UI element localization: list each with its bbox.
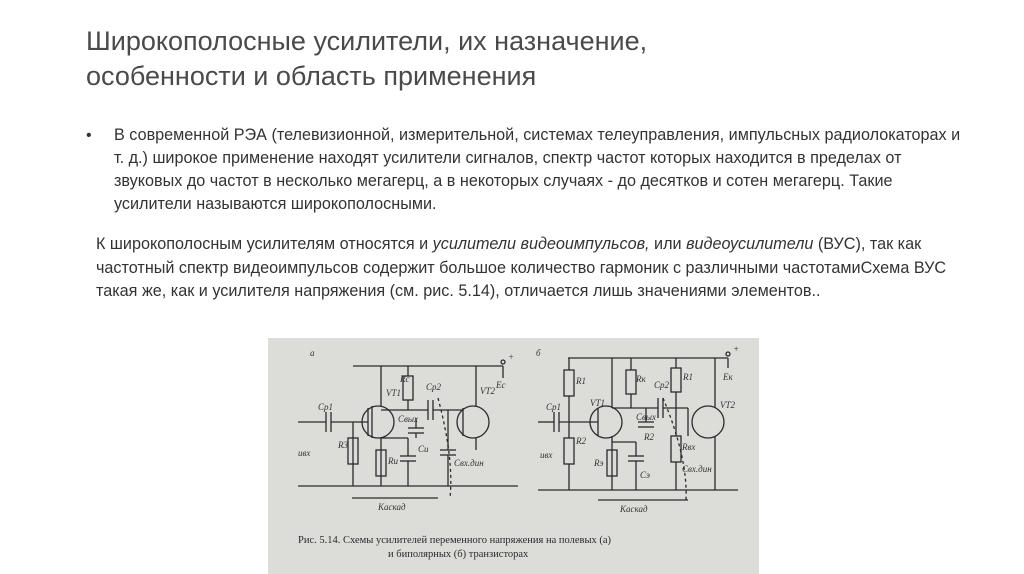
left-cp1-label: Cр1 [318,402,334,412]
para-italic-1: усилители видеоимпульсов, [432,235,650,253]
bullet-item [86,124,966,216]
bullet-text: В современной РЭА (телевизионной, измерительной, системах телеуправления, импульсных радиолокаторах и т. д.) широкое применение находят усилители сигналов, спектр частот которых находится в пределах от звуковых до частот в несколько мегагерц, а в некоторых случаях - до десятков и сотен мегагерц. Такие усилители называются широкополосными. [114,126,961,213]
para-italic-2: видеоусилители [686,235,814,253]
left-r3-label: R3 [338,440,348,450]
right-vt2-label: VT2 [720,400,736,410]
right-vt1-label: VT1 [590,398,606,408]
right-uvh-label: uвх [540,450,553,460]
right-cp1-label: Cр1 [546,402,562,412]
left-vt1-label: VT1 [386,388,402,398]
left-cvyh-label: Cвых [398,414,418,424]
slide-title-line-2: особенности и область применения [86,61,537,91]
figure-caption [298,535,612,560]
fig-label-b: б [536,348,541,358]
right-cvyh-label: Cвых [636,412,656,422]
left-cvhdin-label: Cвх.дин [454,458,484,468]
slide-title-line-1: Широкополосные усилители, их назначение, [86,26,648,56]
right-r1b-label: R1 [683,372,693,382]
circuit-figure [268,338,759,574]
circuit-wiring [298,352,738,500]
caption-line-2: и биполярных (б) транзисторах [388,549,529,560]
right-ek-label: Eк [723,372,733,382]
right-plus: + [733,344,740,354]
right-cp2-label: Cр2 [654,380,670,390]
right-rvh-label: Rвх [682,442,696,452]
left-ri-label: Rи [388,456,398,466]
right-r1-label: R1 [576,376,586,386]
right-cascade-label: Каскад [620,504,648,514]
circuit-diagram [268,338,759,574]
left-plus: + [508,352,515,362]
left-ci-label: Cи [418,444,429,454]
fig-label-a: а [310,348,315,358]
para-text-3: (ВУС), так как частотный спектр видеоимпульсов содержит большое количество гармоник с различными частотамиСхема ВУС такая же, как и усилителя напряжения (см. рис. 5.14), отличается лишь значениями элементов.. [96,235,947,300]
left-vt2-label: VT2 [480,386,496,396]
slide-title [86,24,986,94]
right-ce-label: Cэ [640,470,650,480]
para-text-2: или [649,235,687,253]
para-text-1: К широкополосным усилителям относятся и [96,235,433,253]
left-uvh-label: uвх [298,448,311,458]
right-cvhdin-label: Cвх.дин [682,464,712,474]
caption-line-1: Рис. 5.14. Схемы усилителей переменного напряжения на полевых (а) [298,535,612,546]
right-r2b-label: R2 [644,432,654,442]
left-cascade-label: Каскад [378,502,406,512]
left-rc-label: Rc [400,374,410,384]
right-rk-label: Rк [636,374,646,384]
body-paragraph [96,233,956,304]
left-cp2-label: Cр2 [426,382,442,392]
right-r2-label: R2 [576,436,586,446]
bullet-marker: • [86,127,92,144]
left-ec-label: Ec [496,380,506,390]
right-re-label: Rэ [594,458,604,468]
